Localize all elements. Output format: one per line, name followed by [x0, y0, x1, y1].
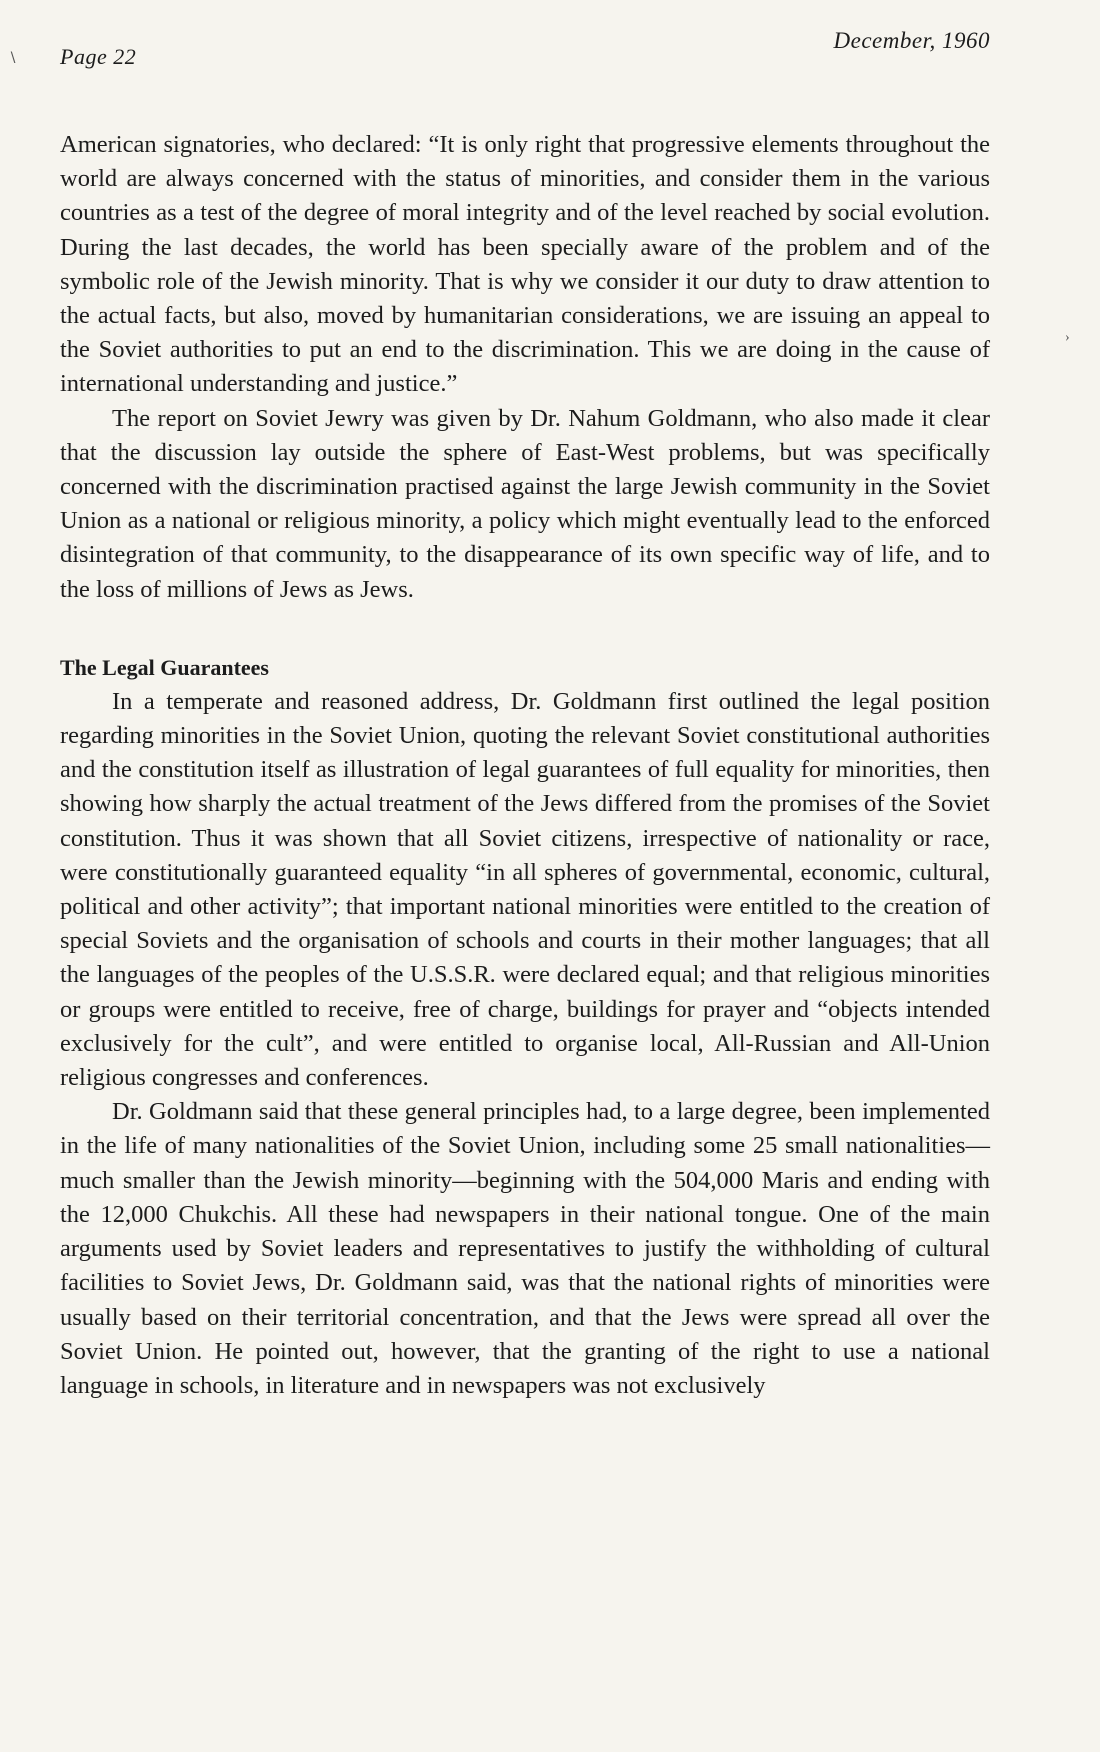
paragraph-continued-quote: American signatories, who declared: “It is only right that progressive elements throughout the world are always concerned with the status of minorities, and consider them in the various countries as a test of the degree of moral integrity and of the level reached by social evolution. During the last decades, the world has been specially aware of the problem and of the symbolic role of the Jewish minority. That is why we consider it our duty to draw attention to the actual facts, but also, moved by humanitarian considerations, we are issuing an appeal to the Soviet authorities to put an end to the discrimination. This we are doing in the cause of international understanding and justice.” [60, 131, 990, 398]
page-number: Page 22 [60, 44, 137, 69]
page-header [60, 28, 990, 90]
paragraph-general-principles: Dr. Goldmann said that these general principles had, to a large degree, been implemented in the life of many nationalities of the Soviet Union, including some 25 small nationalities—much smaller than the Jewish minority—beginning with the 504,000 Maris and ending with the 12,000 Chukchis. All these had newspapers in their national tongue. One of the main arguments used by Soviet leaders and representatives to justify the withholding of cultural facilities to Soviet Jews, Dr. Goldmann said, was that the national rights of minorities were usually based on their territorial concentration, and that the Jews were spread all over the Soviet Union. He pointed out, however, that the granting of the right to use a national language in schools, in literature and in newspapers was not exclusively [60, 1098, 990, 1399]
article-body [60, 128, 990, 1403]
paragraph-legal-position: In a temperate and reasoned address, Dr. Goldmann first outlined the legal position regarding minorities in the Soviet Union, quoting the relevant Soviet constitutional authorities and the constitution itself as illustration of legal guarantees of full equality for minorities, then showing how sharply the actual treatment of the Jews differed from the promises of the Soviet constitution. Thus it was shown that all Soviet citizens, irrespective of nationality or race, were constitutionally guaranteed equality “in all spheres of governmental, economic, cultural, political and other activity”; that important national minorities were entitled to the creation of special Soviets and the organisation of schools and courts in their mother languages; that all the languages of the peoples of the U.S.S.R. were declared equal; and that religious minorities or groups were entitled to receive, free of charge, buildings for prayer and “objects intended exclusively for the cult”, and were entitled to organise local, All-Russian and All-Union religious congresses and conferences. [60, 687, 990, 1092]
issue-date: December, 1960 [833, 28, 990, 53]
paragraph-goldmann-report: The report on Soviet Jewry was given by Dr. Nahum Goldmann, who also made it clear that the discussion lay outside the sphere of East-West problems, but was specifically concerned with the discrimination practised against the large Jewish community in the Soviet Union as a national or religious minority, a policy which might eventually lead to the enforced disintegration of that community, to the disappearance of its own specific way of life, and to the loss of millions of Jews as Jews. [60, 404, 990, 603]
scan-speck: › [1065, 330, 1070, 345]
section-heading: The Legal Guarantees [60, 654, 269, 680]
scan-speck: ∖ [8, 51, 17, 66]
